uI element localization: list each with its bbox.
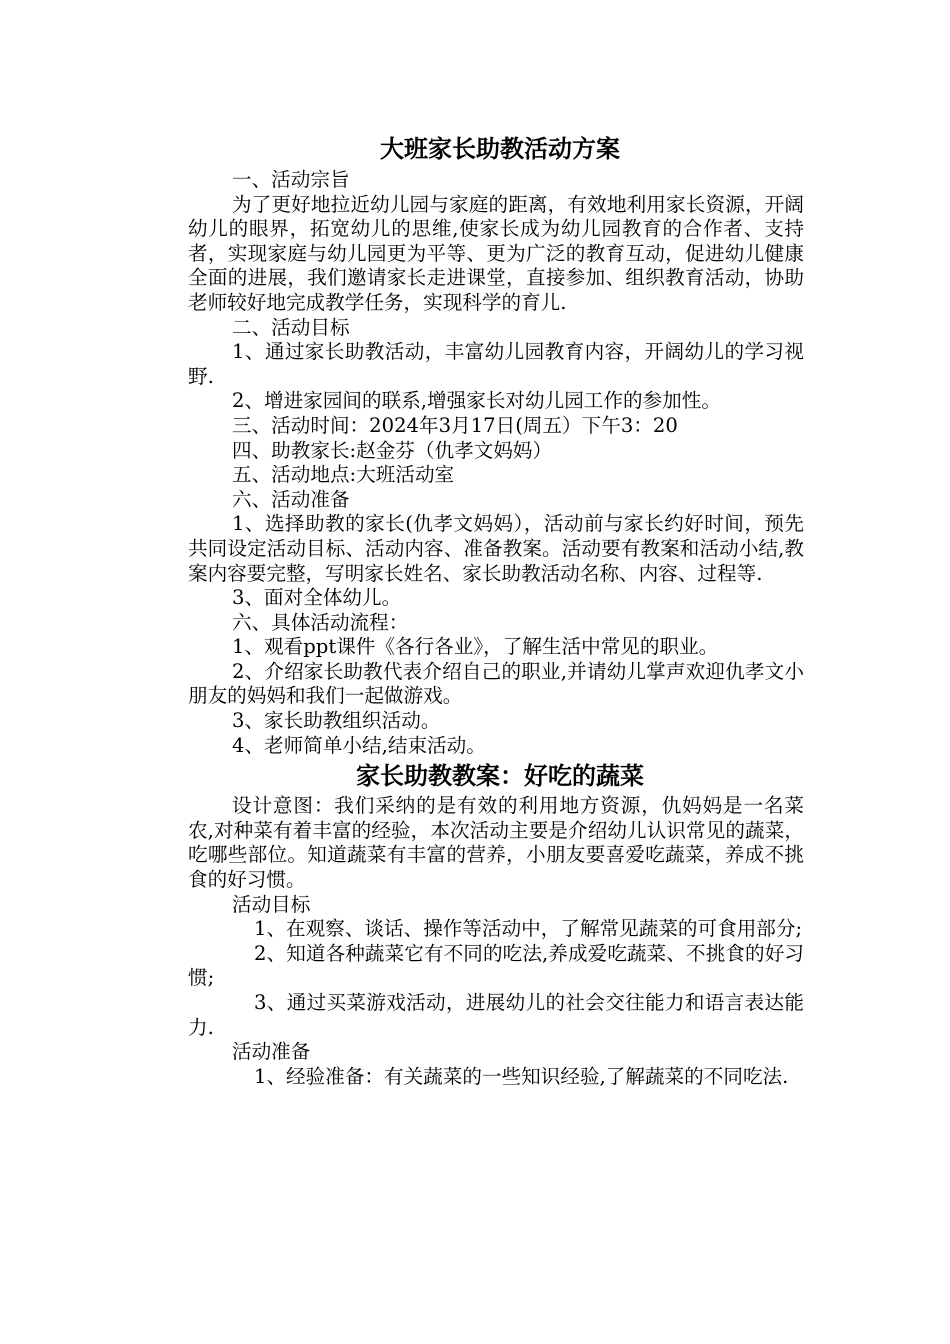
document-page (188, 130, 804, 1089)
section-heading-process: 六、具体活动流程： (232, 610, 409, 634)
lesson-goal-2: 2、知道各种蔬菜它有不同的吃法,养成爱吃蔬菜、不挑食的好习惯; (188, 941, 804, 990)
section-heading-goals: 二、活动目标 (232, 315, 350, 339)
section-heading-preparation: 六、活动准备 (232, 487, 350, 511)
document-title: 大班家长助教活动方案 (380, 134, 620, 163)
lesson-plan-title: 家长助教教案：好吃的蔬菜 (356, 761, 644, 791)
activity-location: 五、活动地点:大班活动室 (232, 463, 455, 487)
section-heading-purpose: 一、活动宗旨 (232, 168, 350, 191)
process-item-1: 1、观看ppt课件《各行各业》，了解生活中常见的职业。 (232, 635, 719, 659)
process-item-2: 2、介绍家长助教代表介绍自己的职业,并请幼儿掌声欢迎仇孝文小朋友的妈妈和我们一起做游戏。 (188, 659, 804, 708)
lesson-heading-preparation: 活动准备 (232, 1040, 311, 1064)
process-item-3: 3、家长助教组织活动。 (232, 709, 441, 733)
lesson-heading-goals: 活动目标 (232, 892, 311, 916)
goal-item-2: 2、增进家园间的联系,增强家长对幼儿园工作的参加性。 (232, 389, 721, 413)
assistant-parent: 四、助教家长:赵金芬（仇孝文妈妈） (232, 438, 553, 462)
goal-item-1: 1、通过家长助教活动，丰富幼儿园教育内容，开阔幼儿的学习视野. (188, 340, 804, 388)
design-intent: 设计意图：我们采纳的是有效的利用地方资源，仇妈妈是一名菜农,对种菜有着丰富的经验，本次活动主要是介绍幼儿认识常见的蔬菜，吃哪些部位。知道蔬菜有丰富的营养，小朋友要喜爱吃蔬菜，养成不挑食的好习惯。 (188, 794, 804, 892)
activity-time: 三、活动时间：2024年3月17日(周五）下午3：20 (232, 413, 678, 437)
lesson-goal-3: 3、通过买菜游戏活动，进展幼儿的社会交往能力和语言表达能力. (188, 991, 804, 1039)
process-item-4: 4、老师简单小结,结束活动。 (232, 733, 486, 757)
lesson-goal-1: 1、在观察、谈话、操作等活动中，了解常见蔬菜的可食用部分; (254, 917, 803, 941)
preparation-item-3: 3、面对全体幼儿。 (232, 586, 402, 610)
lesson-preparation-1: 1、经验准备：有关蔬菜的一些知识经验,了解蔬菜的不同吃法. (254, 1064, 789, 1088)
preparation-item-1: 1、选择助教的家长(仇孝文妈妈），活动前与家长约好时间，预先共同设定活动目标、活动内容、准备教案。活动要有教案和活动小结,教案内容要完整，写明家长姓名、家长助教活动名称、内容、过程等. (188, 512, 804, 585)
paragraph-purpose: 为了更好地拉近幼儿园与家庭的距离，有效地利用家长资源，开阔幼儿的眼界，拓宽幼儿的思维,使家长成为幼儿园教育的合作者、支持者，实现家庭与幼儿园更为平等、更为广泛的教育互动，促进幼儿健康全面的进展，我们邀请家长走进课堂，直接参加、组织教育活动，协助老师较好地完成教学任务，实现科学的育儿. (188, 192, 804, 314)
